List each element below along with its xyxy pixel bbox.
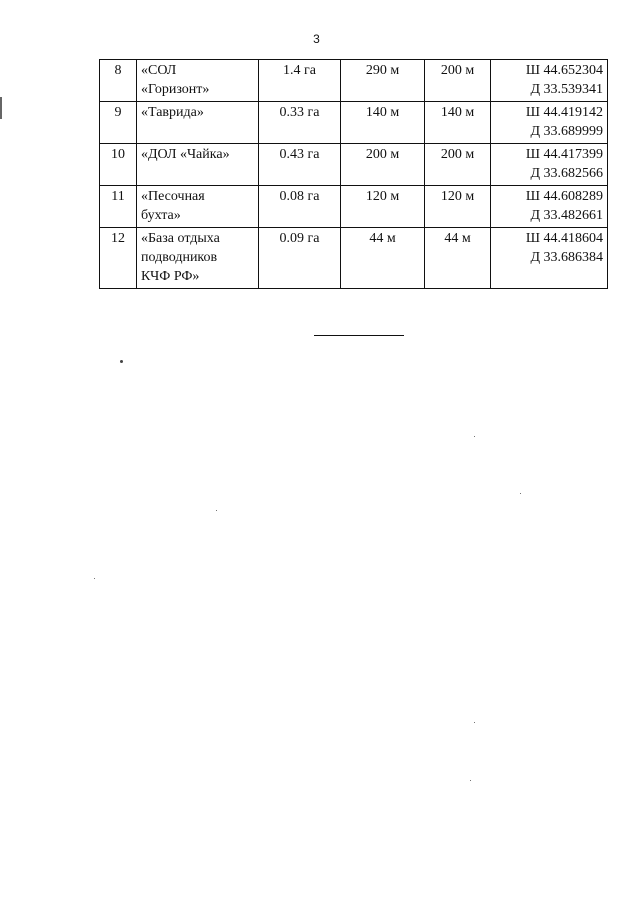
site-name: «База отдыха подводников КЧФ РФ» xyxy=(137,228,259,289)
site-length: 140 м xyxy=(341,102,425,144)
scan-edge-mark xyxy=(0,97,2,119)
closing-rule xyxy=(314,335,404,336)
site-width: 120 м xyxy=(425,186,491,228)
site-coordinates: Ш 44.652304 Д 33.539341 xyxy=(491,60,608,102)
table-row xyxy=(100,60,608,102)
site-length: 290 м xyxy=(341,60,425,102)
site-name: «СОЛ «Горизонт» xyxy=(137,60,259,102)
site-coordinates: Ш 44.608289 Д 33.482661 xyxy=(491,186,608,228)
page-number: 3 xyxy=(313,32,320,46)
scan-speck xyxy=(120,360,123,363)
site-name: «Таврида» xyxy=(137,102,259,144)
row-number: 10 xyxy=(100,144,137,186)
scan-speck xyxy=(216,510,217,511)
site-width: 200 м xyxy=(425,60,491,102)
table-row xyxy=(100,228,608,289)
row-number: 11 xyxy=(100,186,137,228)
scan-speck xyxy=(474,436,475,437)
table-row xyxy=(100,102,608,144)
scan-speck xyxy=(470,780,471,781)
scan-speck xyxy=(474,722,475,723)
site-width: 44 м xyxy=(425,228,491,289)
site-coordinates: Ш 44.419142 Д 33.689999 xyxy=(491,102,608,144)
site-area: 0.33 га xyxy=(259,102,341,144)
row-number: 8 xyxy=(100,60,137,102)
site-coordinates: Ш 44.417399 Д 33.682566 xyxy=(491,144,608,186)
site-name: «Песочная бухта» xyxy=(137,186,259,228)
table-row xyxy=(100,186,608,228)
site-area: 0.09 га xyxy=(259,228,341,289)
site-width: 140 м xyxy=(425,102,491,144)
site-length: 200 м xyxy=(341,144,425,186)
site-area: 0.43 га xyxy=(259,144,341,186)
scan-speck xyxy=(520,493,521,494)
scan-speck xyxy=(94,578,95,579)
site-length: 44 м xyxy=(341,228,425,289)
site-length: 120 м xyxy=(341,186,425,228)
row-number: 9 xyxy=(100,102,137,144)
site-width: 200 м xyxy=(425,144,491,186)
site-coordinates: Ш 44.418604 Д 33.686384 xyxy=(491,228,608,289)
site-name: «ДОЛ «Чайка» xyxy=(137,144,259,186)
row-number: 12 xyxy=(100,228,137,289)
site-area: 0.08 га xyxy=(259,186,341,228)
sites-table xyxy=(99,59,608,289)
table-row xyxy=(100,144,608,186)
site-area: 1.4 га xyxy=(259,60,341,102)
